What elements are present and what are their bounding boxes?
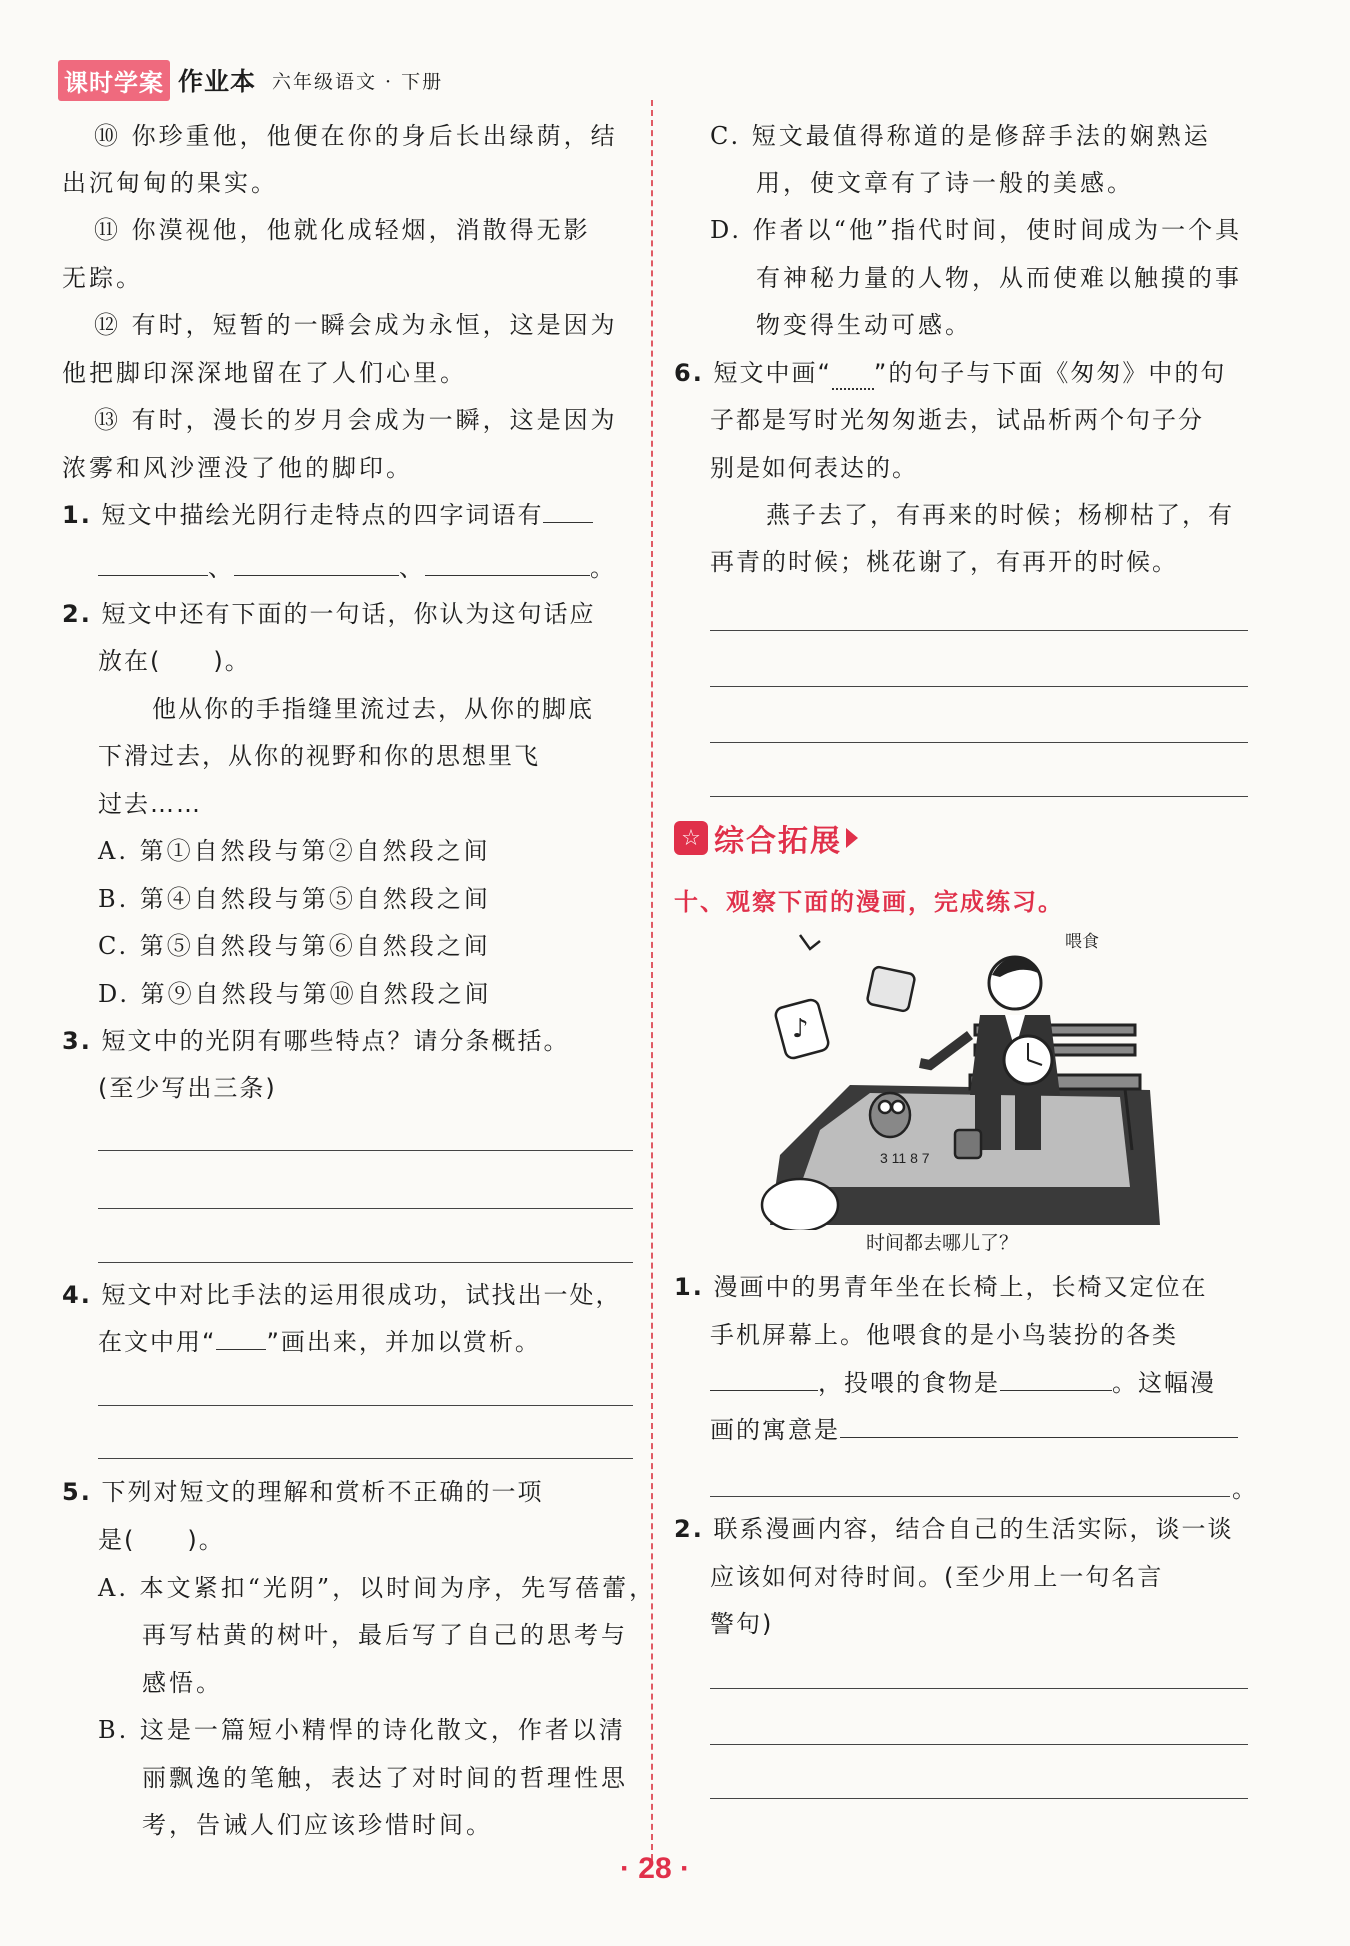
question-4: 4. 短文中对比手法的运用很成功，试找出一处，	[62, 1281, 622, 1309]
passage-line: ⑬ 有时，漫长的岁月会成为一瞬，这是因为	[94, 406, 618, 434]
question-2: 2. 短文中还有下面的一句话，你认为这句话应	[62, 600, 596, 628]
question-3-line: (至少写出三条)	[98, 1074, 277, 1102]
passage-line: 无踪。	[62, 264, 143, 292]
question-5-line: 是( )。	[98, 1526, 225, 1554]
answer-blank[interactable]	[840, 1415, 1238, 1438]
option-b-cont: 丽飘逸的笔触，表达了对时间的哲理性思	[142, 1764, 628, 1792]
answer-line[interactable]	[98, 1208, 633, 1209]
passage-line: 他把脚印深深地留在了人们心里。	[62, 359, 467, 387]
quote-line: 过去……	[98, 790, 202, 818]
option-a[interactable]: A. 第①自然段与第②自然段之间	[98, 837, 491, 865]
answer-line[interactable]	[710, 1744, 1248, 1745]
answer-line[interactable]	[710, 686, 1248, 687]
book-title: 作业本	[178, 67, 257, 96]
option-d-cont: 物变得生动可感。	[756, 311, 972, 339]
cartoon-question-1-line: ，投喂的食物是 。这幅漫	[710, 1366, 1216, 1400]
option-b-cont: 考，告诫人们应该珍惜时间。	[142, 1811, 493, 1839]
quote-line: 再青的时候；桃花谢了，有再开的时候。	[710, 548, 1178, 576]
cartoon-illustration	[760, 925, 1160, 1230]
option-c[interactable]: C. 短文最值得称道的是修辞手法的娴熟运	[710, 122, 1211, 150]
passage-line: ⑫ 有时，短暂的一瞬会成为永恒，这是因为	[94, 311, 618, 339]
brand-label: 课时学案	[58, 60, 170, 101]
answer-blank[interactable]	[98, 553, 208, 576]
cartoon-question-2-line: 应该如何对待时间。(至少用上一句名言	[710, 1563, 1164, 1591]
option-c-cont: 用，使文章有了诗一般的美感。	[756, 169, 1134, 197]
option-a[interactable]: A. 本文紧扣“光阴”，以时间为序，先写蓓蕾，	[98, 1574, 657, 1602]
question-6: 6. 短文中画“ ”的句子与下面《匆匆》中的句	[674, 356, 1226, 390]
quote-line: 下滑过去，从你的视野和你的思想里飞	[98, 742, 540, 770]
answer-line[interactable]	[710, 1496, 1230, 1497]
workbook-page: 课时学案 作业本 六年级语文 · 下册 ⑩ 你珍重他，他便在你的身后长出绿荫，结 出沉甸甸的果实。 ⑪ 你漠视他，他就化成轻烟，消散得无影 无踪。 ⑫ 有时，短暂的一瞬会成为永恒，这是因为 他把脚印深深地留在了人们心里。 ⑬ 有时，漫长的岁月会成为一瞬，这是因为 浓雾和风沙湮没了他的脚印。 1. 短文中描绘光阴行走特点的四字词语有 、 、 。 2. 短文中还有下面的一句话，你认为这句话应 放在( )。 他从你的手指缝里流过去，从你的脚底 下滑过去，从你的视野和你的思想里飞 过去…… A. 第①自然段与第②自然段之间 B. 第④自然段与第⑤自然段之间 C. 第⑤自然段与第⑥自然段之间 D. 第⑨自然段与第⑩自然段之间 3. 短文中的光阴有哪些特点？请分条概括。 (至少写出三条) 4. 短文中对比手法的运用很成功，试找出一处， 在文中用“ ”画出来，并加以赏析。 5. 下列对短文的理解和赏析不正确的一项 是( )。 A. 本文紧扣“光阴”，以时间为序，先写蓓蕾， 再写枯黄的树叶，最后写了自己的思考与 感悟。 B. 这是一篇短小精悍的诗化散文，作者以清 丽飘逸的笔触，表达了对时间的哲理性思 考，告诫人们应该珍惜时间。 C. 短文最值得称道的是修辞手法的娴熟运 用，使文章有了诗一般的美感。 D. 作者以“他”指代时间，使时间成为一个具 有神秘力量的人物，从而使难以触摸的事 物变得生动可感。 6. 短文中画“ ”的句子与下面《匆匆》中的句 子都是写时光匆匆逝去，试品析两个句子分 别是如何表达的。 燕子去了，有再来的时候；杨柳枯了，有 再青的时候；桃花谢了，有再开的时候。 ☆ 综合拓展 十、观察下面的漫画，完成练习。 ♪ 3 11 8 7 喂食 时间都去哪儿了？ 1. 漫画中的男青年坐在长椅上，长椅又定位在 手机屏幕上。他喂食的是小鸟装扮的各类 ，投喂的食物是 。这幅漫 画的寓意是 。 2. 联系漫画内容，结合自己的生活实际，谈一谈 应该如何对待时间。(至少用上一句名言 警句) · 28 ·	[0, 0, 1350, 1946]
book-subtitle: 六年级语文 · 下册	[272, 70, 444, 93]
option-a-cont: 再写枯黄的树叶，最后写了自己的思考与	[142, 1621, 628, 1649]
option-d[interactable]: D. 作者以“他”指代时间，使时间成为一个具	[710, 216, 1243, 244]
question-5: 5. 下列对短文的理解和赏析不正确的一项	[62, 1478, 544, 1506]
quote-line: 他从你的手指缝里流过去，从你的脚底	[152, 695, 594, 723]
quote-line: 燕子去了，有再来的时候；杨柳枯了，有	[766, 501, 1234, 529]
task-instruction: 十、观察下面的漫画，完成练习。	[674, 888, 1064, 916]
page-header	[58, 60, 443, 100]
arrow-icon	[846, 828, 858, 848]
cartoon-label: 喂食	[1065, 932, 1099, 952]
cartoon-caption: 时间都去哪儿了？	[866, 1232, 1019, 1254]
option-c[interactable]: C. 第⑤自然段与第⑥自然段之间	[98, 932, 491, 960]
question-6-line: 子都是写时光匆匆逝去，试品析两个句子分	[710, 406, 1204, 434]
question-2-line: 放在( )。	[98, 647, 251, 675]
option-b[interactable]: B. 第④自然段与第⑤自然段之间	[98, 885, 491, 913]
question-1: 1. 短文中描绘光阴行走特点的四字词语有	[62, 498, 593, 532]
answer-line[interactable]	[98, 1262, 633, 1263]
answer-line[interactable]	[98, 1405, 633, 1406]
star-icon: ☆	[674, 821, 708, 855]
answer-blank[interactable]	[234, 553, 399, 576]
question-6-line: 别是如何表达的。	[710, 454, 918, 482]
cartoon-question-1: 1. 漫画中的男青年坐在长椅上，长椅又定位在	[674, 1273, 1208, 1301]
option-a-cont: 感悟。	[142, 1669, 223, 1697]
answer-blank[interactable]	[1000, 1368, 1112, 1391]
option-b[interactable]: B. 这是一篇短小精悍的诗化散文，作者以清	[98, 1716, 626, 1744]
question-1-blanks: 、 、 。	[98, 551, 616, 585]
option-d-cont: 有神秘力量的人物，从而使难以触摸的事	[756, 264, 1242, 292]
answer-line[interactable]	[710, 742, 1248, 743]
section-heading: ☆ 综合拓展	[674, 818, 858, 858]
answer-blank[interactable]	[543, 500, 593, 523]
answer-line[interactable]	[98, 1150, 633, 1151]
svg-text:♪: ♪	[792, 1014, 809, 1044]
answer-blank[interactable]	[710, 1368, 818, 1391]
cartoon-question-1-line: 画的寓意是	[710, 1413, 1238, 1447]
page-number: · 28 ·	[619, 1852, 691, 1885]
question-4-line: 在文中用“ ”画出来，并加以赏析。	[98, 1328, 541, 1356]
answer-line[interactable]	[710, 1798, 1248, 1799]
svg-text:3 11 8 7: 3 11 8 7	[880, 1150, 930, 1166]
answer-line[interactable]	[710, 1688, 1248, 1689]
passage-line: 出沉甸甸的果实。	[62, 169, 278, 197]
passage-line: 浓雾和风沙湮没了他的脚印。	[62, 454, 413, 482]
option-d[interactable]: D. 第⑨自然段与第⑩自然段之间	[98, 980, 492, 1008]
passage-line: ⑪ 你漠视他，他就化成轻烟，消散得无影	[94, 216, 591, 244]
answer-line[interactable]	[98, 1458, 633, 1459]
question-3: 3. 短文中的光阴有哪些特点？请分条概括。	[62, 1027, 570, 1055]
cartoon-question-2-line: 警句)	[710, 1610, 774, 1638]
answer-blank[interactable]	[425, 553, 590, 576]
cartoon-question-1-line: 手机屏幕上。他喂食的是小鸟装扮的各类	[710, 1321, 1178, 1349]
answer-line[interactable]	[710, 796, 1248, 797]
answer-line[interactable]	[710, 630, 1248, 631]
passage-line: ⑩ 你珍重他，他便在你的身后长出绿荫，结	[94, 122, 618, 150]
cartoon-question-2: 2. 联系漫画内容，结合自己的生活实际，谈一谈	[674, 1515, 1234, 1543]
